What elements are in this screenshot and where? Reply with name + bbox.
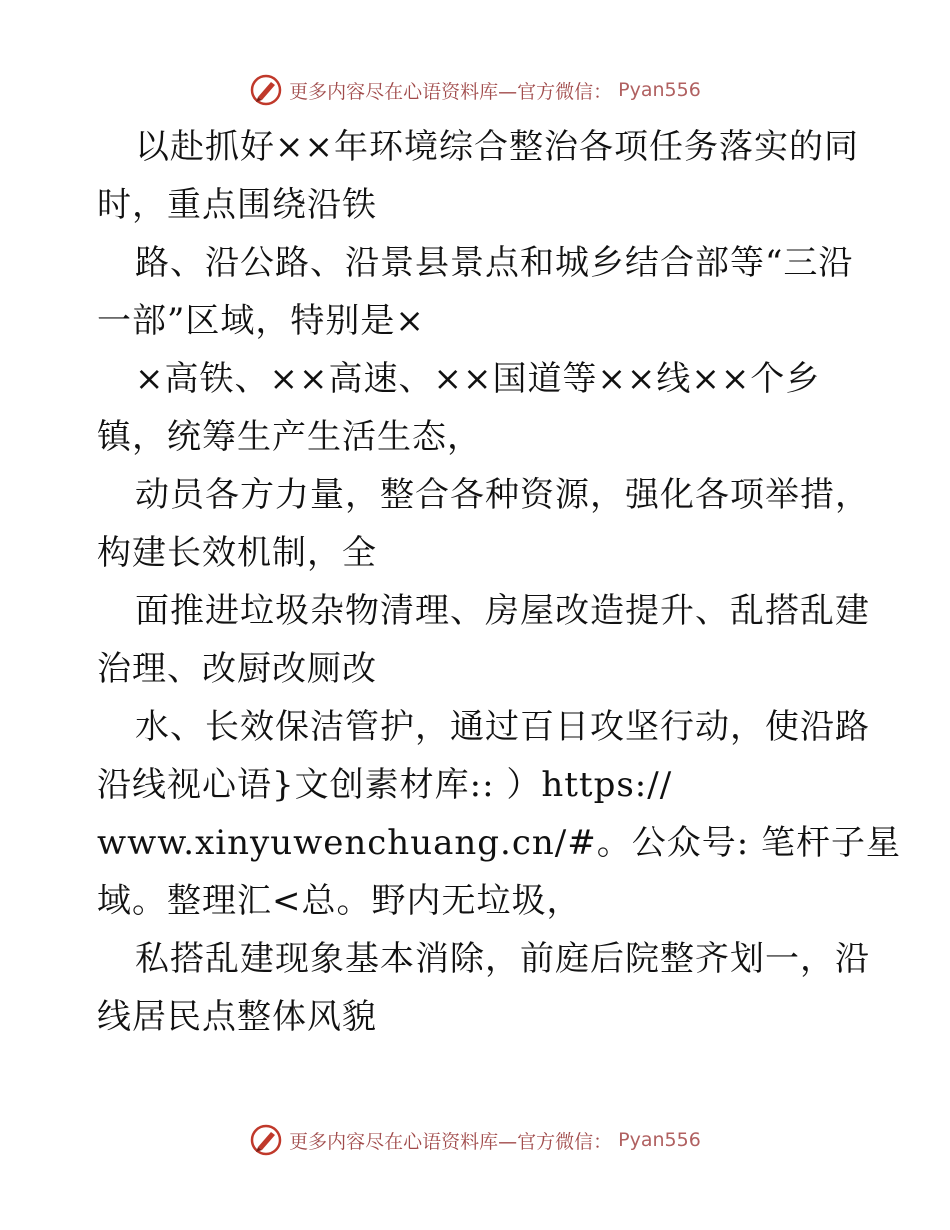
header-banner xyxy=(0,70,950,110)
body-line: ×高铁、××高速、××国道等××线××个乡 xyxy=(135,359,821,399)
document-body xyxy=(97,118,901,1046)
body-line: 治理、改厨改厕改 xyxy=(97,649,377,689)
body-line: 镇，统筹生产生活生态， xyxy=(97,417,482,457)
pen-logo-icon xyxy=(249,1123,283,1157)
body-line: 动员各方力量，整合各种资源，强化各项举措， xyxy=(135,475,870,515)
body-line: 构建长效机制，全 xyxy=(97,533,377,573)
body-line: 域。整理汇<总。野内无垃圾， xyxy=(97,881,582,921)
footer-banner-handle: Pyan556 xyxy=(618,1129,701,1151)
pen-logo-icon xyxy=(249,73,283,107)
footer-banner-text: 更多内容尽在心语资料库—官方微信： xyxy=(289,1130,613,1153)
body-line: 沿线视心语}文创素材库:: ）https:// xyxy=(97,765,673,805)
footer-banner xyxy=(0,1120,950,1160)
body-line: www.xinyuwenchuang.cn/#。公众号: 笔杆子星 xyxy=(97,823,901,863)
body-line: 水、长效保洁管护，通过百日攻坚行动，使沿路 xyxy=(135,707,870,747)
header-banner-text: 更多内容尽在心语资料库—官方微信： xyxy=(289,80,613,103)
body-line: 私搭乱建现象基本消除，前庭后院整齐划一，沿 xyxy=(135,939,870,979)
body-line: 时，重点围绕沿铁 xyxy=(97,185,377,225)
body-line: 路、沿公路、沿景县景点和城乡结合部等“三沿 xyxy=(135,243,854,283)
body-line: 一部”区域，特别是× xyxy=(97,301,425,341)
body-line: 面推进垃圾杂物清理、房屋改造提升、乱搭乱建 xyxy=(135,591,870,631)
body-line: 以赴抓好××年环境综合整治各项任务落实的同 xyxy=(135,127,859,167)
header-banner-handle: Pyan556 xyxy=(618,79,701,101)
body-line: 线居民点整体风貌 xyxy=(97,997,377,1037)
